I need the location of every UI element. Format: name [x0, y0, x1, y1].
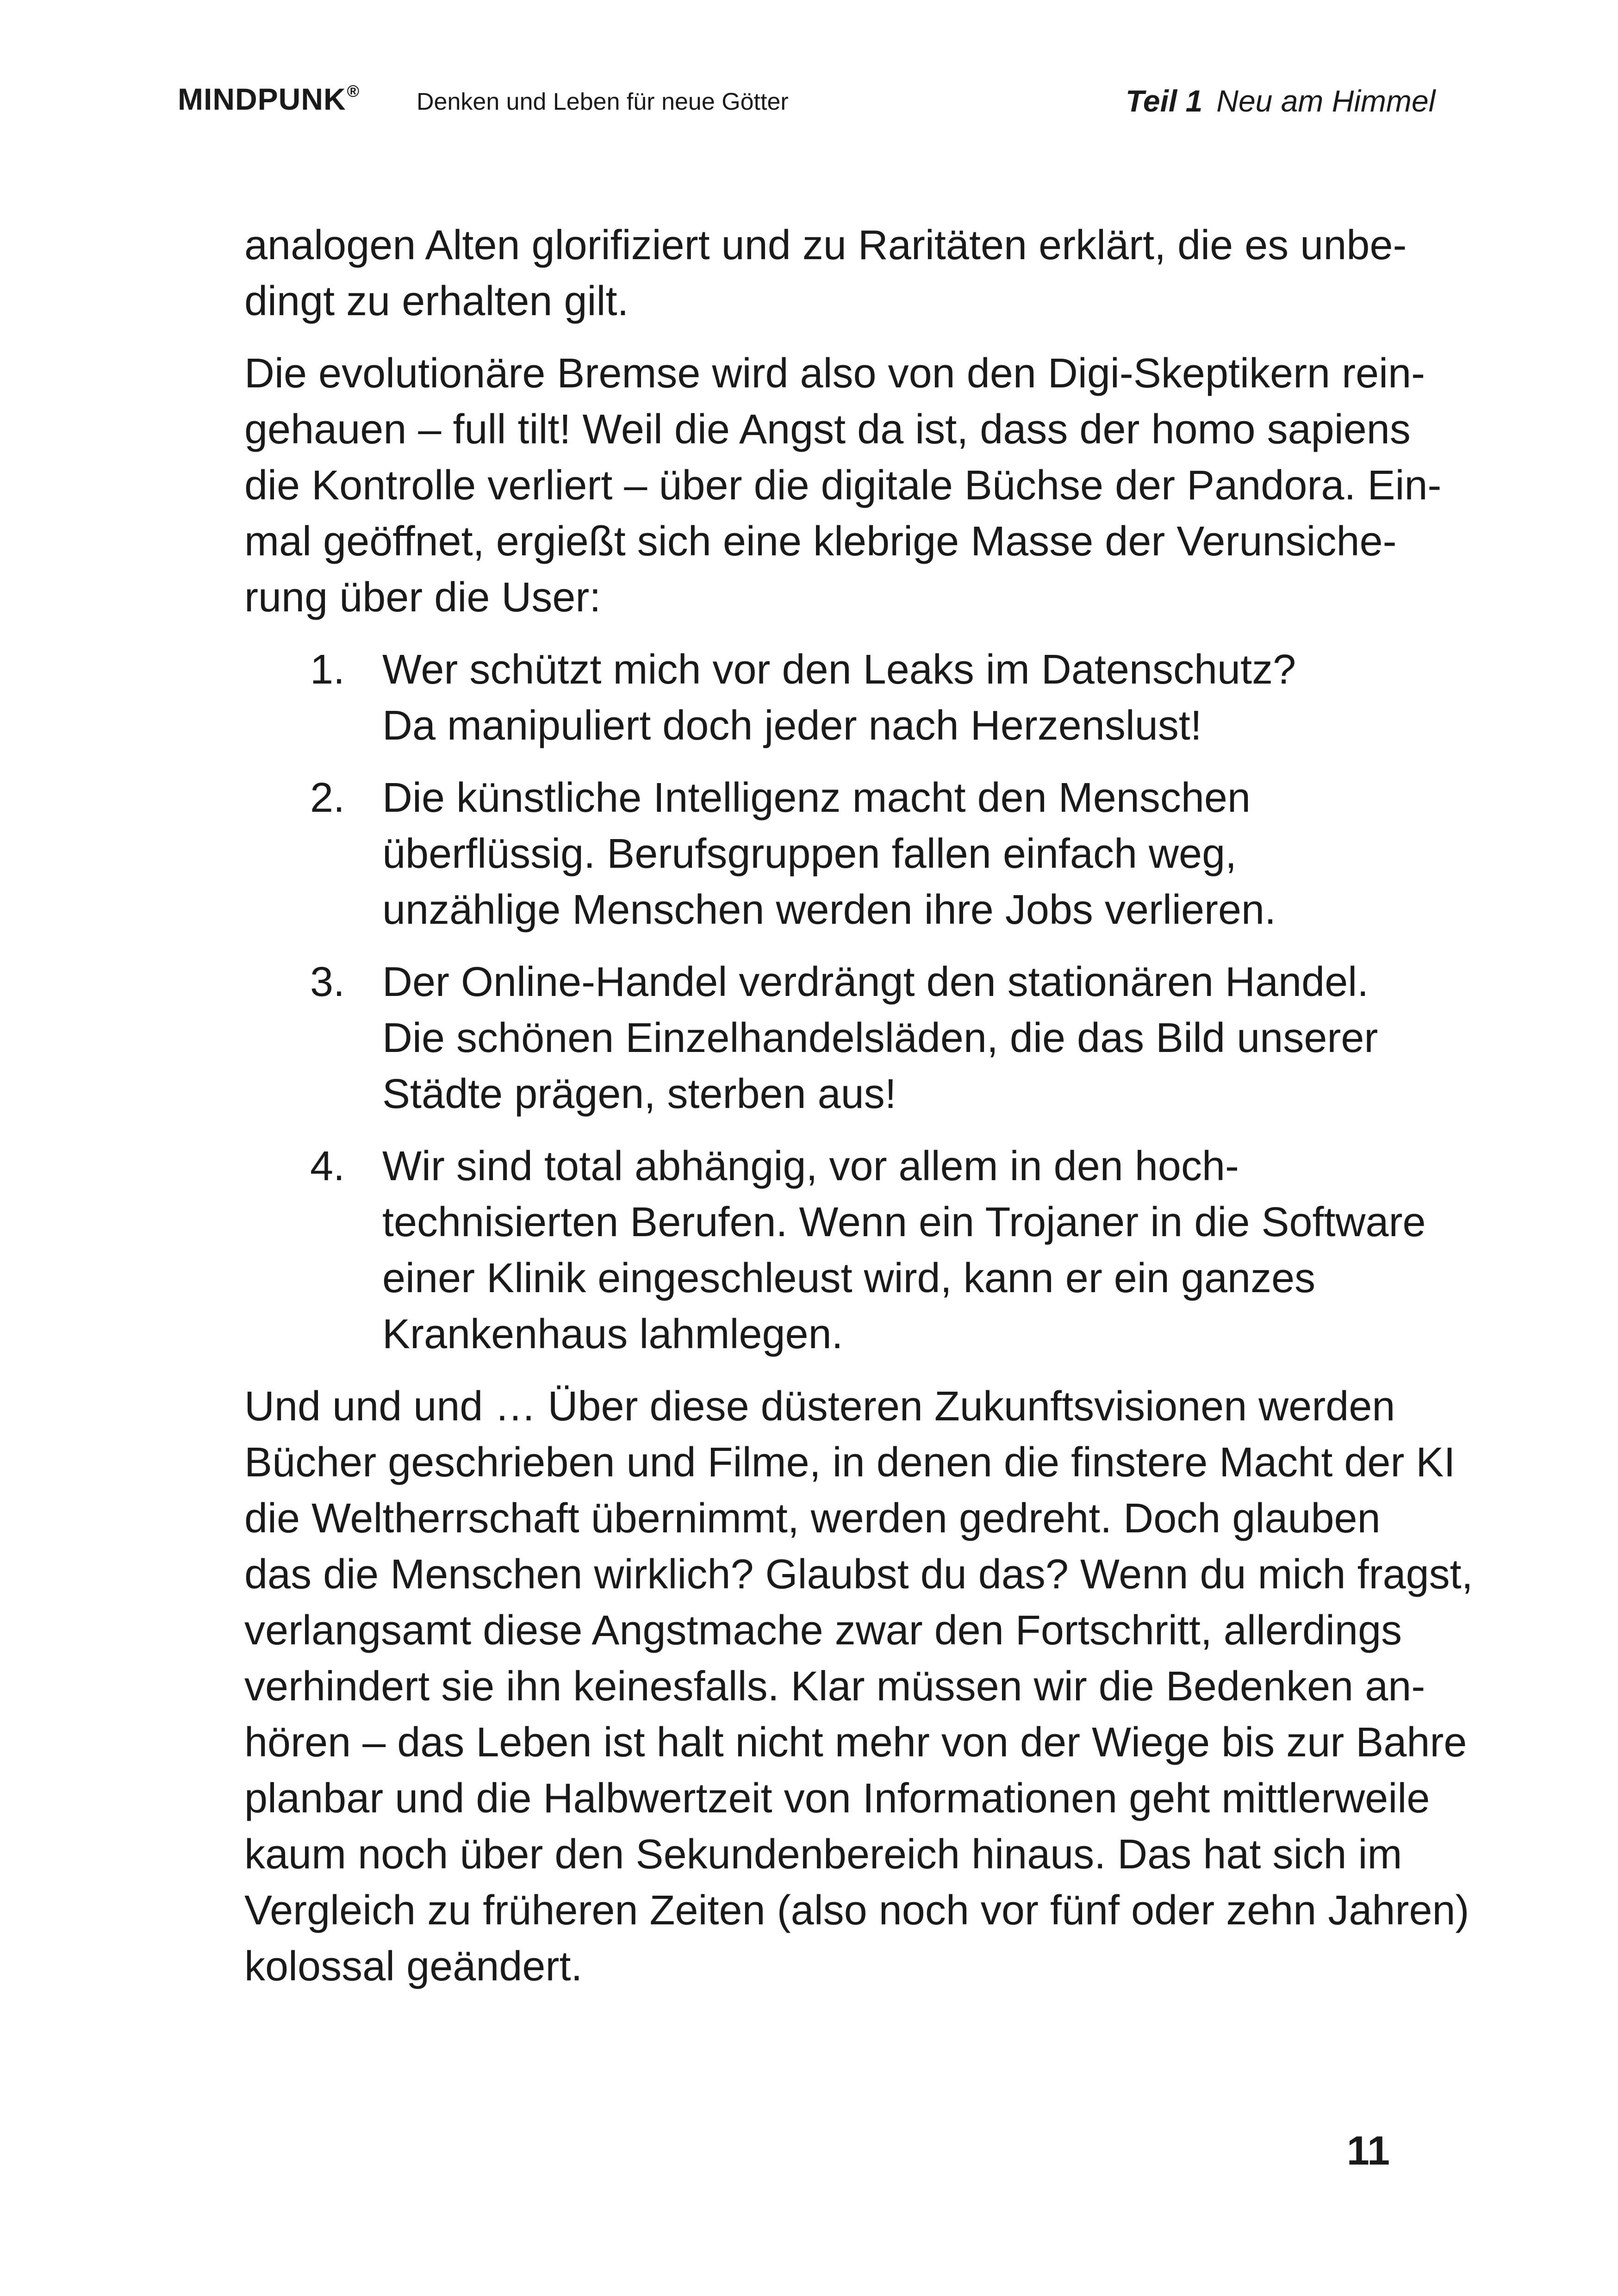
- brand-logo: [178, 81, 360, 117]
- text-line: unzählige Menschen werden ihre Jobs verlieren.: [382, 887, 1276, 933]
- list-number: 2.: [310, 775, 345, 821]
- text-line: einer Klinik eingeschleust wird, kann er ein ganzes: [382, 1255, 1316, 1301]
- text-line: Da manipuliert doch jeder nach Herzenslust!: [382, 703, 1202, 749]
- text-line: technisierten Berufen. Wenn ein Trojaner in die Software: [382, 1199, 1426, 1245]
- list-item-text: [382, 642, 1380, 754]
- paragraph-2: [244, 346, 1442, 626]
- text-line: Bücher geschrieben und Filme, in denen die finstere Macht der KI: [244, 1439, 1456, 1486]
- registered-mark: ®: [347, 81, 360, 100]
- text-line: Die evolutionäre Bremse wird also von den Digi-Skeptikern rein-: [244, 350, 1425, 397]
- list-number: 1.: [310, 647, 345, 693]
- list-item-text: [382, 770, 1380, 938]
- text-line: Und und und … Über diese düsteren Zukunftsvisionen werden: [244, 1383, 1395, 1430]
- list-item: [244, 1139, 1426, 1363]
- text-line: überflüssig. Berufsgruppen fallen einfach weg,: [382, 831, 1237, 877]
- text-line: Die schönen Einzelhandelsläden, die das Bild unserer: [382, 1015, 1378, 1061]
- concerns-list: [244, 642, 1426, 1363]
- part-heading: [1126, 83, 1435, 118]
- text-line: Die künstliche Intelligenz macht den Menschen: [382, 775, 1251, 821]
- book-subtitle: Denken und Leben für neue Götter: [417, 88, 789, 115]
- list-number: 4.: [310, 1143, 345, 1189]
- paragraph-1: [244, 218, 1407, 330]
- text-line: verlangsamt diese Angstmache zwar den Fortschritt, allerdings: [244, 1607, 1402, 1654]
- text-line: Der Online-Handel verdrängt den stationären Handel.: [382, 959, 1369, 1005]
- text-line: Städte prägen, sterben aus!: [382, 1071, 896, 1117]
- text-line: rung über die User:: [244, 574, 601, 621]
- text-line: Wer schützt mich vor den Leaks im Datenschutz?: [382, 647, 1296, 693]
- text-line: Wir sind total abhängig, vor allem in den hoch-: [382, 1143, 1239, 1189]
- brand-name: MINDPUNK: [178, 82, 346, 116]
- text-line: verhindert sie ihn keinesfalls. Klar müssen wir die Bedenken an-: [244, 1663, 1425, 1710]
- text-line: Vergleich zu früheren Zeiten (also noch vor fünf oder zehn Jahren): [244, 1887, 1469, 1934]
- list-item: [244, 770, 1380, 938]
- text-line: planbar und die Halbwertzeit von Informationen geht mittlerweile: [244, 1775, 1430, 1822]
- text-line: das die Menschen wirklich? Glaubst du das? Wenn du mich fragst,: [244, 1551, 1473, 1598]
- list-item: [244, 642, 1380, 754]
- page-body: [244, 218, 1473, 2011]
- text-line: gehauen – full tilt! Weil die Angst da ist, dass der homo sapiens: [244, 406, 1411, 453]
- list-item-text: [382, 954, 1380, 1122]
- text-line: analogen Alten glorifiziert und zu Raritäten erklärt, die es unbe-: [244, 222, 1407, 268]
- text-line: kolossal geändert.: [244, 1943, 583, 1990]
- text-line: hören – das Leben ist halt nicht mehr von der Wiege bis zur Bahre: [244, 1719, 1467, 1766]
- text-line: die Weltherrschaft übernimmt, werden gedreht. Doch glauben: [244, 1495, 1381, 1542]
- list-item: [244, 954, 1380, 1122]
- list-item-text: [382, 1139, 1426, 1363]
- text-line: mal geöffnet, ergießt sich eine klebrige Masse der Verunsiche-: [244, 518, 1397, 565]
- text-line: kaum noch über den Sekundenbereich hinaus. Das hat sich im: [244, 1831, 1402, 1878]
- text-line: Krankenhaus lahmlegen.: [382, 1311, 843, 1357]
- part-title: Neu am Himmel: [1216, 84, 1436, 118]
- list-number: 3.: [310, 959, 345, 1005]
- text-line: die Kontrolle verliert – über die digitale Büchse der Pandora. Ein-: [244, 462, 1442, 509]
- text-line: dingt zu erhalten gilt.: [244, 278, 629, 324]
- paragraph-3: [244, 1379, 1473, 1995]
- running-header: [0, 81, 1618, 132]
- part-label: Teil 1: [1126, 84, 1203, 118]
- page-number: 11: [1347, 2128, 1390, 2173]
